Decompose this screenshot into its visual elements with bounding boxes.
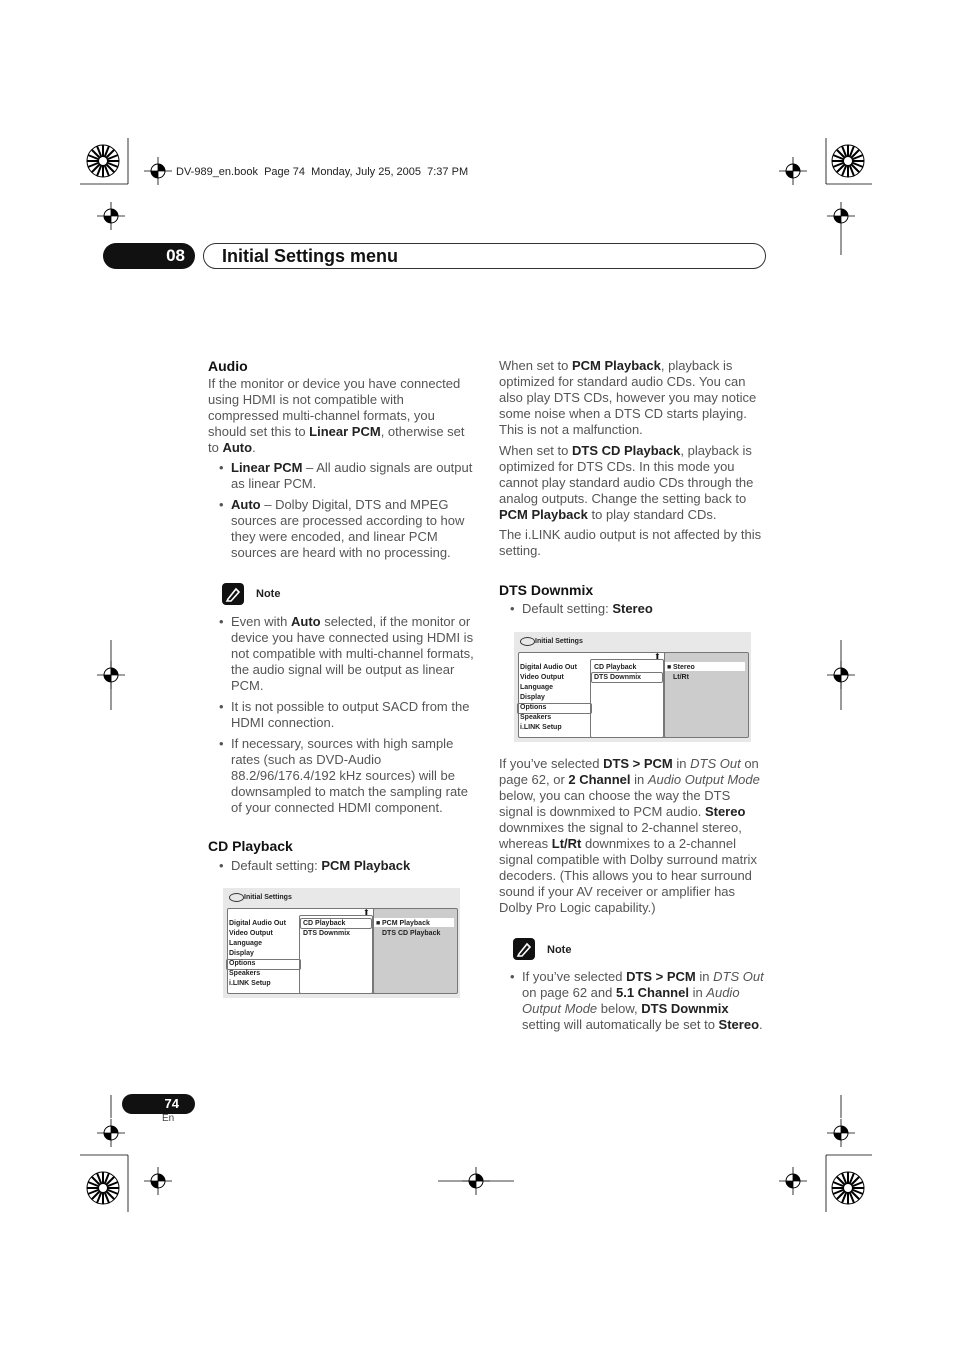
screen-menu-item: Speakers	[520, 714, 552, 721]
screen-menu-item: Speakers	[229, 970, 261, 977]
screen-menu-item: Display	[520, 694, 545, 701]
audio-intro: If the monitor or device you have connected using HDMI is not compatible with compressed multi-channel formats, you should set this to Linear PCM, otherwise set to Auto.	[208, 376, 465, 455]
screen-selected-marker: ■	[667, 664, 672, 671]
chapter-number: 08	[166, 246, 185, 265]
note-list	[217, 614, 475, 821]
note-pencil-icon	[513, 938, 535, 960]
screen-option-item: DTS CD Playback	[382, 930, 441, 937]
dts-cd-playback-paragraph: When set to DTS CD Playback, playback is optimized for DTS CDs. In this mode you cannot play standard audio CDs through the analog outputs. Change the setting back to PCM Playback to play standard CDs.	[499, 443, 754, 522]
screen-menu-item: i.LINK Setup	[229, 980, 271, 987]
screen-selected-marker: ■	[376, 920, 381, 927]
cd-playback-screen	[223, 888, 460, 998]
page-number-tab	[122, 1094, 195, 1114]
dts-downmix-default-setting	[508, 601, 766, 622]
screen-submenu-item: DTS Downmix	[303, 930, 351, 937]
dts-downmix-screen	[514, 632, 751, 742]
screen-menu-item: Digital Audio Out	[229, 920, 286, 927]
screen-title: Initial Settings	[244, 894, 292, 901]
screen-up-arrow-icon: ⬆	[654, 652, 661, 661]
screen-disc-icon	[229, 893, 244, 902]
screen-menu-item: Language	[520, 684, 554, 691]
note-label: Note	[547, 944, 572, 956]
pcm-playback-paragraph: When set to PCM Playback, playback is optimized for standard audio CDs. You can also play DTS CDs, however you may notice some noise when a DTS CD starts playing. This is not a malfunction.	[499, 358, 757, 437]
note-pencil-icon	[222, 583, 244, 605]
bullet-item: • Linear PCM – All audio signals are output as linear PCM.	[217, 460, 475, 492]
dts-downmix-heading: DTS Downmix	[499, 582, 594, 598]
ilink-paragraph: The i.LINK audio output is not affected by this setting.	[499, 527, 762, 558]
cd-default-setting	[217, 858, 475, 879]
screen-menu-item: Video Output	[229, 930, 273, 937]
screen-option-item: PCM Playback	[382, 920, 430, 927]
screen-menu-item: Language	[229, 940, 263, 947]
screen-submenu-item: CD Playback	[303, 920, 346, 927]
screen-option-item: Lt/Rt	[673, 674, 689, 681]
chapter-number-tab	[103, 243, 195, 269]
print-header: DV-989_en.book Page 74 Monday, July 25, 2005 7:37 PM	[176, 166, 469, 178]
audio-heading: Audio	[208, 358, 248, 374]
cd-playback-heading: CD Playback	[208, 838, 293, 854]
bullet-item: • Auto – Dolby Digital, DTS and MPEG sources are processed according to how they were encoded, and linear PCM sources are heard with no processing.	[217, 497, 475, 561]
chapter-title-bar	[203, 243, 766, 269]
screen-menu-item: Video Output	[520, 674, 564, 681]
screen-menu-item: Options	[229, 960, 256, 967]
page-number: 74	[164, 1096, 179, 1111]
note-label: Note	[256, 588, 281, 600]
screen-title: Initial Settings	[535, 638, 583, 645]
screen-option-item: Stereo	[673, 664, 695, 671]
screen-menu-item: Options	[520, 704, 547, 711]
screen-up-arrow-icon: ⬆	[363, 908, 370, 917]
screen-submenu-item: DTS Downmix	[594, 674, 642, 681]
bullet-item: • Default setting: PCM Playback	[217, 858, 475, 874]
note-list	[508, 969, 770, 1038]
bullet-item: • It is not possible to output SACD from the HDMI connection.	[217, 699, 475, 731]
bullet-item: • If you’ve selected DTS > PCM in DTS Out on page 62 and 5.1 Channel in Audio Output Mode below, DTS Downmix setting will automatically be set to Stereo.	[508, 969, 770, 1033]
dts-downmix-paragraph: If you’ve selected DTS > PCM in DTS Out on page 62, or 2 Channel in Audio Output Mode below, you can choose the way the DTS signal is downmixed to PCM audio. Stereo downmixes the signal to 2-channel stereo, whereas Lt/Rt downmixes to a 2-channel signal compatible with Dolby surround matrix decoders. (This allows you to hear surround sound if your AV receiver or amplifier has Dolby Pro Logic capability.)	[499, 756, 760, 915]
screen-menu-item: i.LINK Setup	[520, 724, 562, 731]
bullet-item: • If necessary, sources with high sample rates (such as DVD-Audio 88.2/96/176.4/192 kHz sources) will be downsampled to match the sampling rate of your connected HDMI component.	[217, 736, 475, 816]
bullet-item: • Default setting: Stereo	[508, 601, 766, 617]
bullet-item: • Even with Auto selected, if the monitor or device you have connected using HDMI is not compatible with multi-channel formats, the audio signal will be output as linear PCM.	[217, 614, 475, 694]
screen-menu-item: Display	[229, 950, 254, 957]
screen-menu-item: Digital Audio Out	[520, 664, 577, 671]
screen-disc-icon	[520, 637, 535, 646]
screen-submenu-item: CD Playback	[594, 664, 637, 671]
language-code: En	[162, 1113, 175, 1124]
chapter-title: Initial Settings menu	[222, 246, 399, 266]
audio-options-list	[217, 460, 475, 566]
